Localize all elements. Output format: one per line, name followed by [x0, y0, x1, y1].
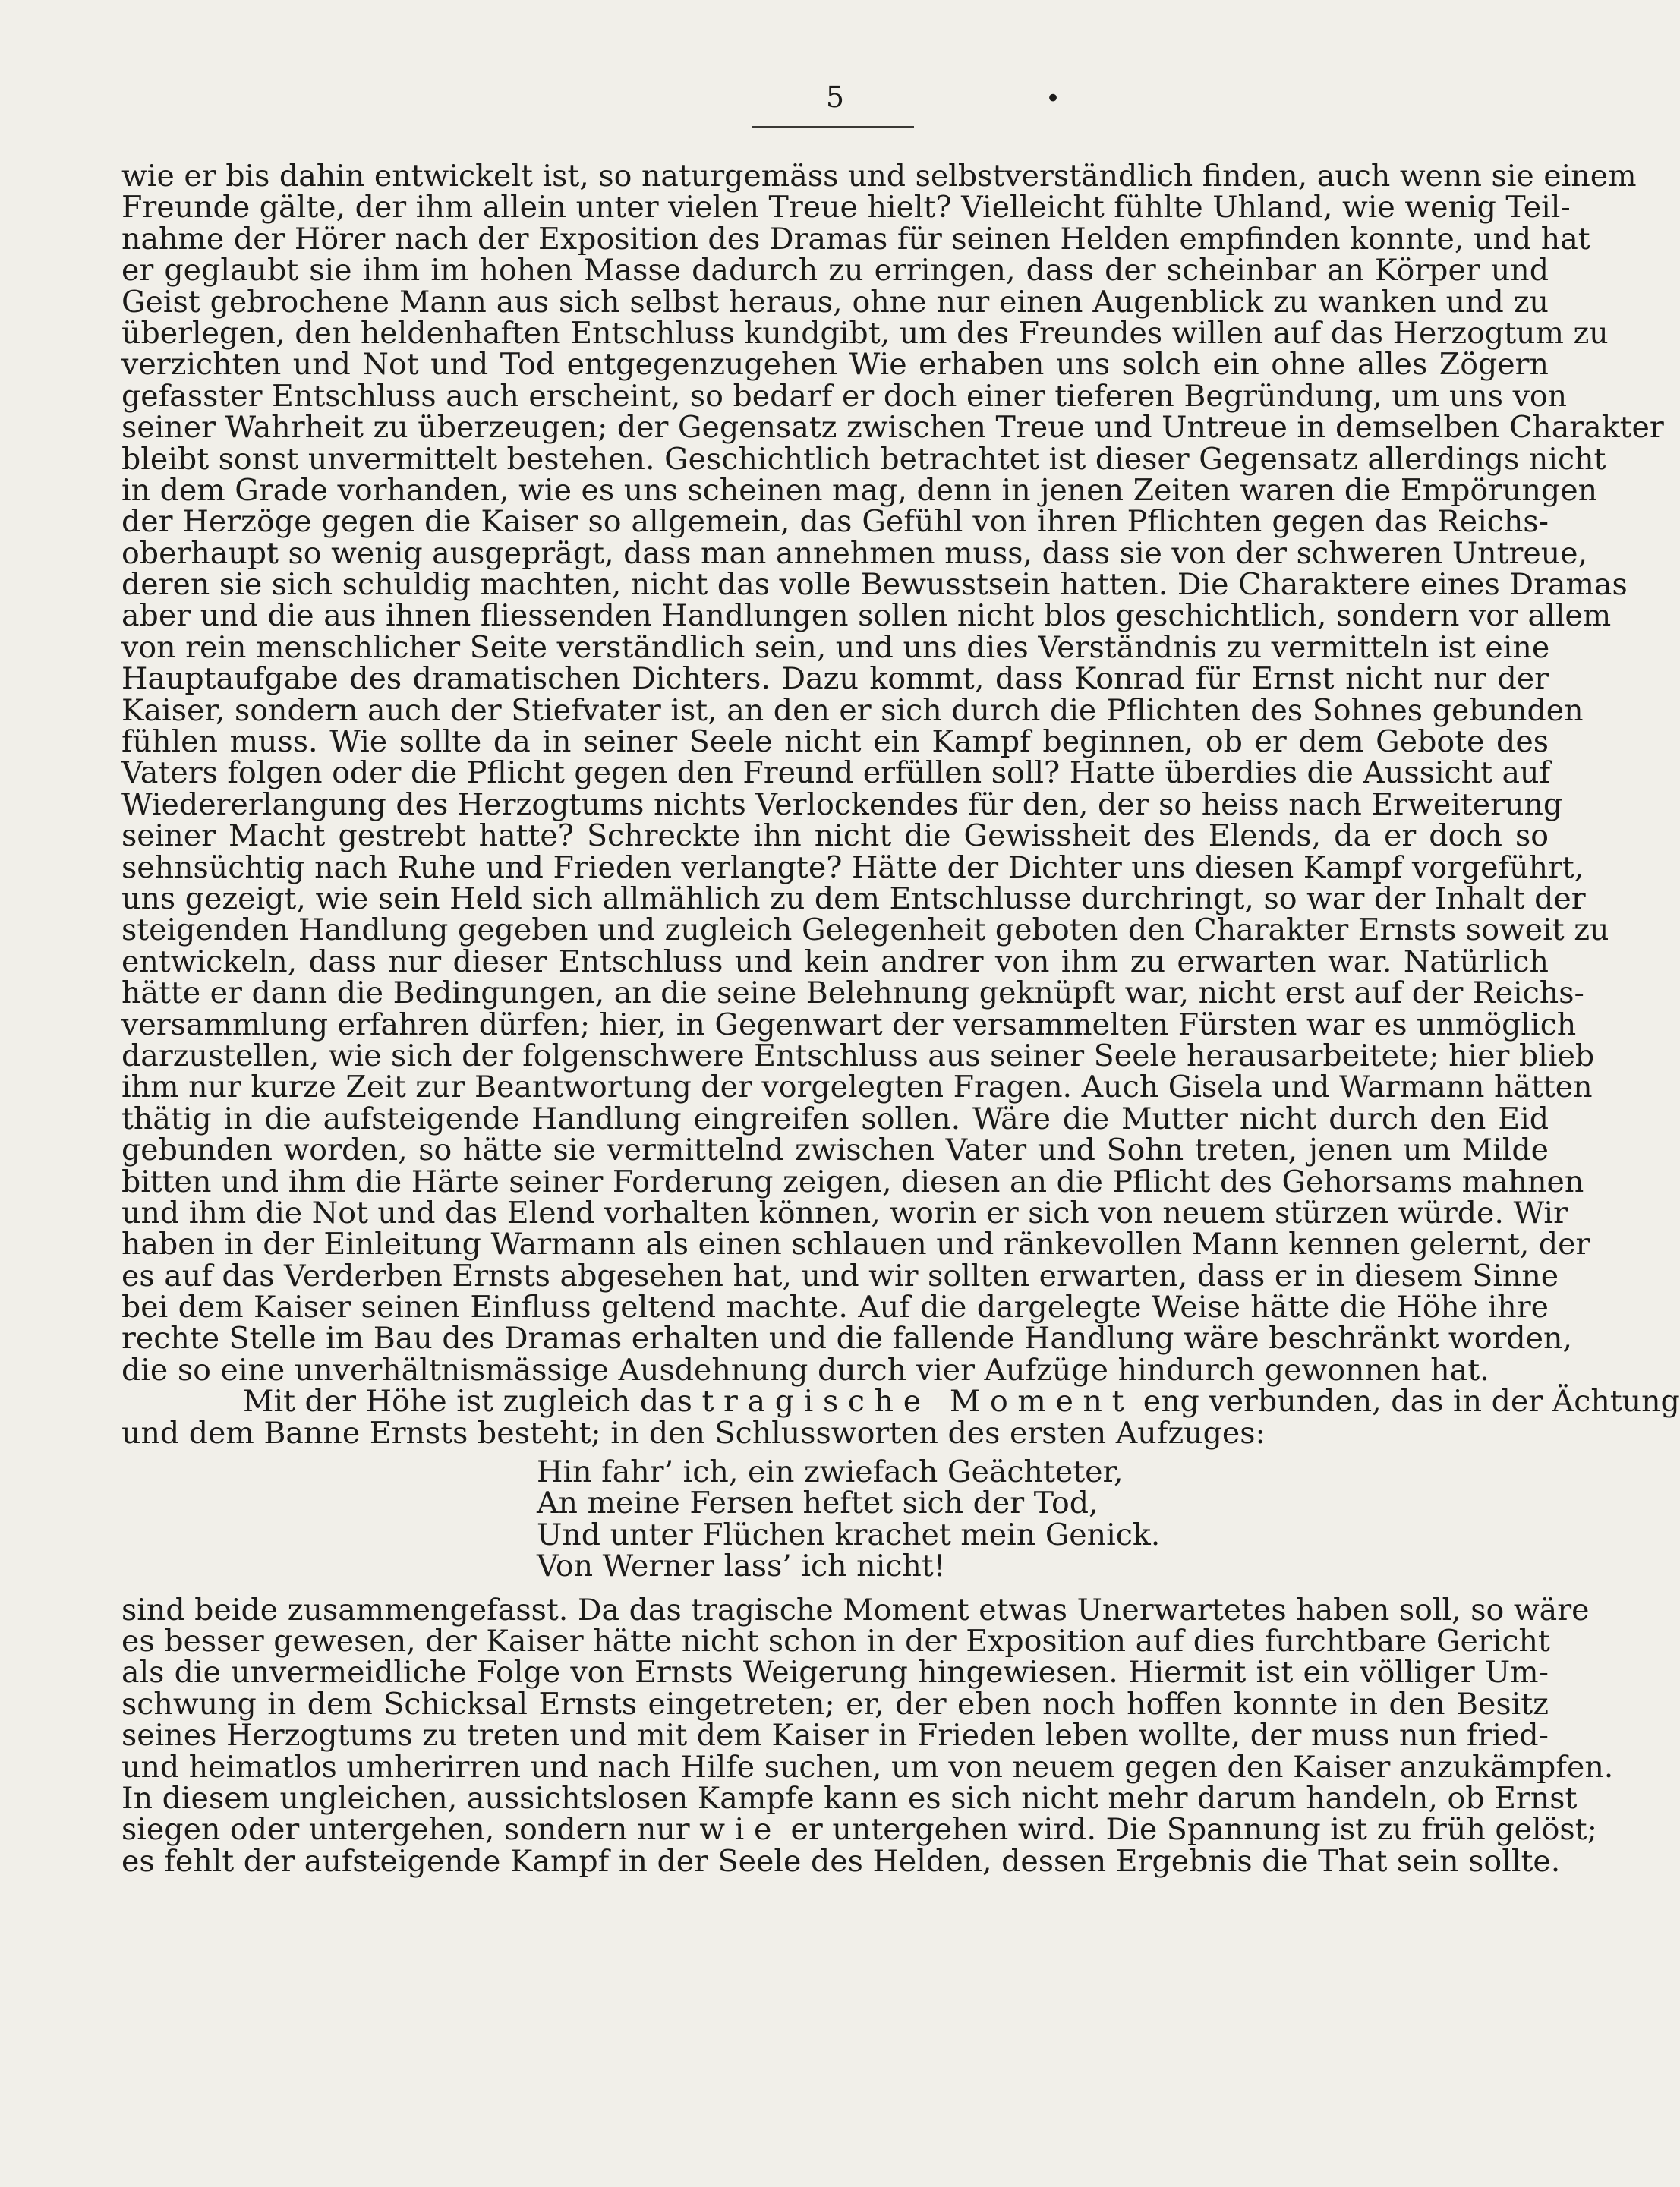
paragraph-1-line: wie er bis dahin entwickelt ist, so naturgemäss und selbstverständlich finden, auch wenn sie einem [121, 159, 1637, 194]
paragraph-1-line: Geist gebrochene Mann aus sich selbst heraus, ohne nur einen Augenblick zu wanken und zu [121, 284, 1549, 320]
text-run: er untergehen wird. Die Spannung ist zu früh gelöst; [790, 1812, 1597, 1848]
paragraph-1-line: verzichten und Not und Tod entgegenzugehen Wie erhaben uns solch ein ohne alles Zögern [121, 347, 1549, 383]
paragraph-1-line: der Herzöge gegen die Kaiser so allgemein, das Gefühl von ihren Pflichten gegen das Reichs- [121, 504, 1549, 540]
paragraph-3-line: und heimatlos umherirren und nach Hilfe suchen, um von neuem gegen den Kaiser anzukämpfen. [121, 1749, 1614, 1785]
paragraph-1-line: bei dem Kaiser seinen Einfluss geltend machte. Auf die dargelegte Weise hätte die Höhe ihre [121, 1290, 1549, 1325]
paragraph-1-line: steigenden Handlung gegeben und zugleich Gelegenheit geboten den Charakter Ernsts soweit zu [121, 912, 1609, 948]
paragraph-1-line: und ihm die Not und das Elend vorhalten können, worin er sich von neuem stürzen würde. Wir [121, 1195, 1568, 1231]
paragraph-1-line: aber und die aus ihnen fliessenden Handlungen sollen nicht blos geschichtlich, sondern vor allem [121, 598, 1612, 634]
emphasized-term: tragische Moment [701, 1384, 1134, 1420]
paragraph-3-line [121, 1812, 1597, 1848]
paragraph-1-line: nahme der Hörer nach der Exposition des Dramas für seinen Helden empfinden konnte, und hat [121, 221, 1590, 257]
paragraph-1-line: uns gezeigt, wie sein Held sich allmählich zu dem Entschlusse durchringt, so war der Inhalt der [121, 881, 1586, 916]
paragraph-3-line: es besser gewesen, der Kaiser hätte nicht schon in der Exposition auf dies furchtbare Gericht [121, 1623, 1550, 1659]
paragraph-1-line: in dem Grade vorhanden, wie es uns scheinen mag, denn in jenen Zeiten waren die Empörungen [121, 472, 1598, 508]
paragraph-1-line: bleibt sonst unvermittelt bestehen. Geschichtlich betrachtet ist dieser Gegensatz allerdings nicht [121, 441, 1606, 477]
paragraph-1-line: deren sie sich schuldig machten, nicht das volle Bewusstsein hatten. Die Charaktere eines Dramas [121, 567, 1628, 603]
verse-line: Und unter Flüchen krachet mein Genick. [537, 1517, 1161, 1552]
paragraph-3-line: sind beide zusammengefasst. Da das tragische Moment etwas Unerwartetes haben soll, so wäre [121, 1592, 1590, 1628]
paragraph-3 [121, 1592, 1614, 1816]
paragraph-3-line: seines Herzogtums zu treten und mit dem Kaiser in Frieden leben wollte, der muss nun fried- [121, 1718, 1549, 1754]
paragraph-1-line: haben in der Einleitung Warmann als einen schlauen und ränkevollen Mann kennen gelernt, der [121, 1227, 1590, 1262]
paragraph-1-line: hätte er dann die Bedingungen, an die seine Belehnung geknüpft war, nicht erst auf der Reichs- [121, 975, 1584, 1011]
paragraph-1-line: oberhaupt so wenig ausgeprägt, dass man annehmen muss, dass sie von der schweren Untreue, [121, 535, 1588, 571]
paragraph-1-line: thätig in die aufsteigende Handlung eingreifen sollen. Wäre die Mutter nicht durch den Eid [121, 1101, 1549, 1136]
paragraph-1 [121, 159, 1664, 1388]
verse-line: Von Werner lass’ ich nicht! [537, 1549, 946, 1584]
paragraph-1-line: seiner Wahrheit zu überzeugen; der Gegensatz zwischen Treue und Untreue in demselben Charakter [121, 410, 1664, 446]
paragraph-1-line: die so eine unverhältnismässige Ausdehnung durch vier Aufzüge hindurch gewonnen hat. [121, 1352, 1489, 1388]
header-rule [752, 126, 914, 128]
text-run: Mit der Höhe ist zugleich das [243, 1384, 692, 1420]
paragraph-1-line: versammlung erfahren dürfen; hier, in Gegenwart der versammelten Fürsten war es unmöglich [121, 1007, 1577, 1042]
paragraph-1-line: von rein menschlicher Seite verständlich sein, und uns dies Verständnis zu vermitteln ist eine [121, 629, 1550, 665]
text-run: eng verbunden, das in der Ächtung [1143, 1384, 1680, 1420]
text-run: siegen oder untergehen, sondern nur [121, 1812, 690, 1848]
paragraph-1-line: bitten und ihm die Härte seiner Forderung zeigen, diesen an die Pflicht des Gehorsams mahnen [121, 1164, 1584, 1199]
paragraph-2-line [121, 1384, 1680, 1420]
paragraph-1-line: rechte Stelle im Bau des Dramas erhalten und die fallende Handlung wäre beschränkt worden, [121, 1321, 1573, 1357]
header-mark: • [1045, 84, 1061, 114]
paragraph-1-line: seiner Macht gestrebt hatte? Schreckte ihn nicht die Gewissheit des Elends, da er doch so [121, 818, 1549, 854]
paragraph-1-line: Kaiser, sondern auch der Stiefvater ist, an den er sich durch die Pflichten des Sohnes gebunden [121, 692, 1584, 728]
paragraph-3-line: schwung in dem Schicksal Ernsts eingetreten; er, der eben noch hoffen konnte in den Besitz [121, 1686, 1549, 1722]
paragraph-1-line: entwickeln, dass nur dieser Entschluss und kein andrer von ihm zu erwarten war. Natürlich [121, 944, 1549, 979]
paragraph-1-line: darzustellen, wie sich der folgenschwere Entschluss aus seiner Seele herausarbeitete; hier blieb [121, 1038, 1595, 1073]
paragraph-1-line: fühlen muss. Wie sollte da in seiner Seele nicht ein Kampf beginnen, ob er dem Gebote des [121, 724, 1549, 760]
verse-line: An meine Fersen heftet sich der Tod, [537, 1486, 1098, 1521]
paragraph-3-line: es fehlt der aufsteigende Kampf in der Seele des Helden, dessen Ergebnis die That sein sollte. [121, 1843, 1561, 1879]
verse-line: Hin fahr’ ich, ein zwiefach Geächteter, [537, 1454, 1124, 1490]
paragraph-1-line: Vaters folgen oder die Pflicht gegen den Freund erfüllen soll? Hatte überdies die Aussicht auf [121, 755, 1551, 791]
paragraph-2-line: und dem Banne Ernsts besteht; in den Schlussworten des ersten Aufzuges: [121, 1415, 1266, 1451]
verse-quote [121, 1454, 1549, 1584]
paragraph-1-line: Wiedererlangung des Herzogtums nichts Verlockendes für den, der so heiss nach Erweiterung [121, 786, 1563, 822]
paragraph-1-line: Hauptaufgabe des dramatischen Dichters. Dazu kommt, dass Konrad für Ernst nicht nur der [121, 661, 1549, 697]
paragraph-3-line: als die unvermeidliche Folge von Ernsts Weigerung hingewiesen. Hiermit ist ein völliger Um- [121, 1655, 1549, 1691]
paragraph-1-line: sehnsüchtig nach Ruhe und Frieden verlangte? Hätte der Dichter uns diesen Kampf vorgeführt, [121, 849, 1584, 885]
paragraph-1-line: überlegen, den heldenhaften Entschluss kundgibt, um des Freundes willen auf das Herzogtum zu [121, 315, 1609, 351]
paragraph-1-line: Freunde gälte, der ihm allein unter vielen Treue hielt? Vielleicht fühlte Uhland, wie wenig Teil- [121, 190, 1571, 225]
paragraph-1-line: es auf das Verderben Ernsts abgesehen hat, und wir sollten erwarten, dass er in diesem Sinne [121, 1258, 1559, 1294]
page-number: 5 [825, 80, 845, 114]
paragraph-3-line: In diesem ungleichen, aussichtslosen Kampfe kann es sich nicht mehr darum handeln, ob Ernst [121, 1780, 1578, 1816]
emphasized-word: wie [699, 1812, 781, 1848]
paragraph-1-line: ihm nur kurze Zeit zur Beantwortung der vorgelegten Fragen. Auch Gisela und Warmann hätten [121, 1070, 1593, 1105]
body-text [121, 159, 1680, 1879]
paragraph-1-line: gefasster Entschluss auch erscheint, so bedarf er doch einer tieferen Begründung, um uns von [121, 378, 1568, 414]
paragraph-1-line: gebunden worden, so hätte sie vermittelnd zwischen Vater und Sohn treten, jenen um Milde [121, 1133, 1549, 1168]
paragraph-1-line: er geglaubt sie ihm im hohen Masse dadurch zu erringen, dass der scheinbar an Körper und [121, 253, 1549, 288]
